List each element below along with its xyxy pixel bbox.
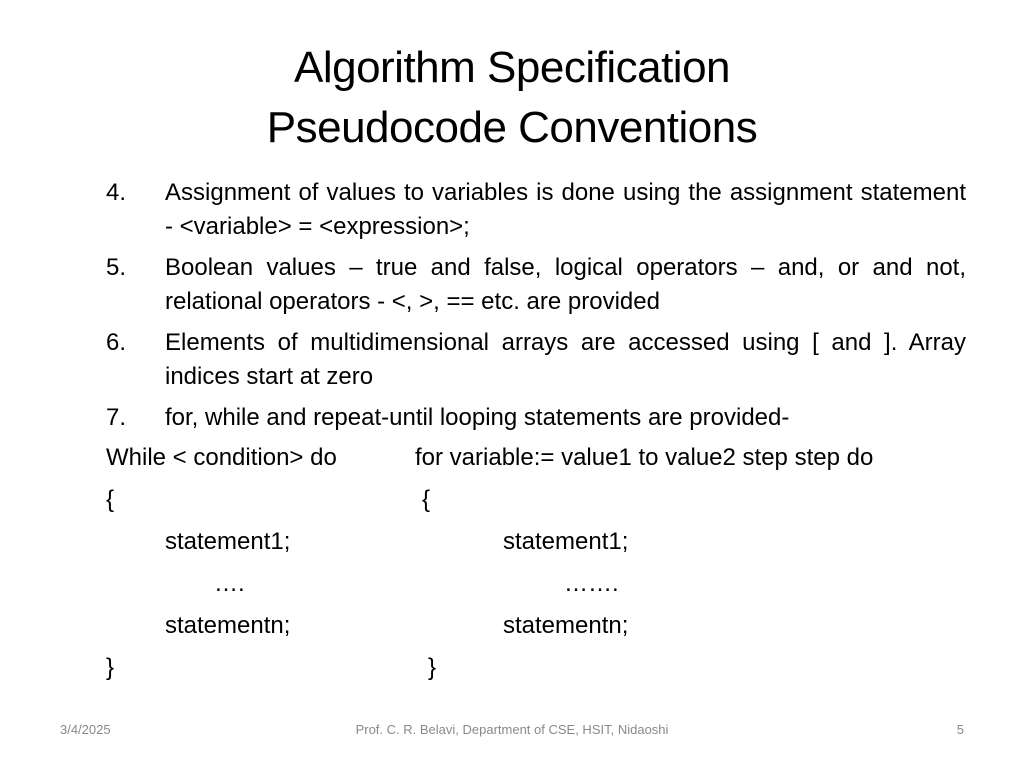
slide-title <box>0 38 1024 158</box>
close-brace-left: } <box>106 654 115 681</box>
while-header: While < condition> do <box>106 444 337 471</box>
for-header: for variable:= value1 to value2 step step do <box>415 444 874 471</box>
item-text: for, while and repeat-until looping statements are provided- <box>165 404 790 431</box>
title-line-1: Algorithm Specification <box>293 43 731 92</box>
list-item <box>106 251 966 319</box>
statement1-right: statement1; <box>503 528 629 555</box>
content-body <box>106 176 966 442</box>
ellipsis-left: …. <box>214 570 245 597</box>
item-text: Elements of multidimensional arrays are accessed using [ and ]. Array indices start at zero <box>165 329 966 390</box>
statementn-right: statementn; <box>503 612 629 639</box>
ellipsis-right: ……. <box>564 570 619 597</box>
footer-page-number: 5 <box>956 722 964 737</box>
item-text: Boolean values – true and false, logical operators – and, or and not, relational operators - <, >, == etc. are provided <box>165 254 966 315</box>
statementn-left: statementn; <box>165 612 291 639</box>
item-number: 7. <box>106 404 127 431</box>
list-item <box>106 326 966 394</box>
footer-date: 3/4/2025 <box>60 722 111 737</box>
item-number: 6. <box>106 329 127 356</box>
item-number: 5. <box>106 254 127 281</box>
title-line-2: Pseudocode Conventions <box>266 103 758 152</box>
list-item <box>106 401 966 435</box>
item-number: 4. <box>106 179 127 206</box>
list-item <box>106 176 966 244</box>
statement1-left: statement1; <box>165 528 291 555</box>
open-brace-right: { <box>422 486 431 513</box>
item-text: Assignment of values to variables is done using the assignment statement - <variable> = <expression>; <box>165 179 966 240</box>
footer-author: Prof. C. R. Belavi, Department of CSE, HSIT, Nidaoshi <box>355 722 669 737</box>
open-brace-left: { <box>106 486 115 513</box>
close-brace-right: } <box>428 654 437 681</box>
